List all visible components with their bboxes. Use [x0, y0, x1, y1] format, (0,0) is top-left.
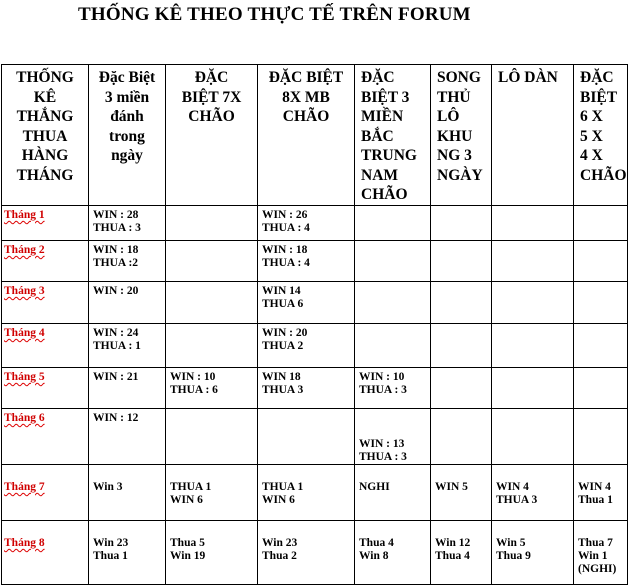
data-cell	[574, 206, 628, 241]
data-cell	[258, 409, 355, 465]
data-cell: WIN : 20 THUA 2	[258, 324, 355, 368]
data-cell: Win 12 Thua 4	[431, 521, 492, 585]
data-cell: WIN : 26 THUA : 4	[258, 206, 355, 241]
month-cell: Tháng 4	[2, 324, 89, 368]
table-row	[2, 409, 628, 465]
data-cell	[574, 241, 628, 282]
data-cell	[166, 206, 258, 241]
month-cell: Tháng 8	[2, 521, 89, 585]
month-cell: Tháng 7	[2, 465, 89, 521]
header-cell: Đặc Biệt 3 miền đánh trong ngày	[89, 65, 166, 206]
table-row	[2, 465, 628, 521]
data-cell	[166, 241, 258, 282]
data-cell: WIN 14 THUA 6	[258, 282, 355, 324]
data-cell: WIN : 21	[89, 368, 166, 409]
data-cell	[492, 241, 574, 282]
data-cell: WIN 4 Thua 1	[574, 465, 628, 521]
month-cell: Tháng 3	[2, 282, 89, 324]
data-cell	[166, 409, 258, 465]
data-cell	[166, 282, 258, 324]
header-cell: SONG THỦ LÔ KHU NG 3 NGÀY	[431, 65, 492, 206]
stats-table	[1, 64, 628, 585]
data-cell: THUA 1 WIN 6	[258, 465, 355, 521]
data-cell	[492, 368, 574, 409]
header-cell: LÔ DÀN	[492, 65, 574, 206]
data-cell	[492, 206, 574, 241]
table-row	[2, 282, 628, 324]
data-cell	[492, 409, 574, 465]
data-cell: Win 23 Thua 2	[258, 521, 355, 585]
table-row	[2, 368, 628, 409]
data-cell: WIN : 20	[89, 282, 166, 324]
table-row	[2, 206, 628, 241]
data-cell: Thua 7 Win 1 (NGHI)	[574, 521, 628, 585]
data-cell: WIN : 24 THUA : 1	[89, 324, 166, 368]
data-cell: WIN : 10 THUA : 6	[166, 368, 258, 409]
data-cell: Thua 4 Win 8	[355, 521, 431, 585]
table-row	[2, 241, 628, 282]
data-cell: Thua 5 Win 19	[166, 521, 258, 585]
table-row	[2, 324, 628, 368]
data-cell	[574, 282, 628, 324]
data-cell	[355, 206, 431, 241]
month-cell: Tháng 1	[2, 206, 89, 241]
data-cell: Win 3	[89, 465, 166, 521]
data-cell	[431, 206, 492, 241]
data-cell: WIN 18 THUA 3	[258, 368, 355, 409]
data-cell: Win 23 Thua 1	[89, 521, 166, 585]
header-cell: THỐNG KÊ THẮNG THUA HÀNG THÁNG	[2, 65, 89, 206]
data-cell	[574, 324, 628, 368]
data-cell: Win 5 Thua 9	[492, 521, 574, 585]
data-cell: WIN : 18 THUA : 4	[258, 241, 355, 282]
data-cell	[431, 368, 492, 409]
data-cell: WIN 4 THUA 3	[492, 465, 574, 521]
data-cell: NGHI	[355, 465, 431, 521]
data-cell	[355, 324, 431, 368]
data-cell: WIN : 12	[89, 409, 166, 465]
data-cell: WIN : 10 THUA : 3	[355, 368, 431, 409]
data-cell: WIN : 18 THUA :2	[89, 241, 166, 282]
page-title: THỐNG KÊ THEO THỰC TẾ TRÊN FORUM	[78, 4, 471, 25]
header-cell: ĐẶC BIỆT 6 X 5 X 4 X CHÃO	[574, 65, 628, 206]
data-cell	[431, 409, 492, 465]
table-row	[2, 521, 628, 585]
data-cell	[355, 241, 431, 282]
data-cell	[492, 282, 574, 324]
data-cell	[431, 241, 492, 282]
data-cell	[574, 409, 628, 465]
data-cell	[355, 282, 431, 324]
data-cell: WIN 5	[431, 465, 492, 521]
month-cell: Tháng 2	[2, 241, 89, 282]
data-cell: THUA 1 WIN 6	[166, 465, 258, 521]
data-cell	[166, 324, 258, 368]
data-cell: WIN : 28 THUA : 3	[89, 206, 166, 241]
header-row	[2, 65, 628, 206]
month-cell: Tháng 5	[2, 368, 89, 409]
header-cell: ĐẶC BIỆT 3 MIỀN BẮC TRUNG NAM CHÃO	[355, 65, 431, 206]
header-cell: ĐẶC BIỆT 7X CHÃO	[166, 65, 258, 206]
data-cell	[431, 282, 492, 324]
data-cell: WIN : 13 THUA : 3	[355, 409, 431, 465]
data-cell	[492, 324, 574, 368]
header-cell: ĐẶC BIỆT 8X MB CHÃO	[258, 65, 355, 206]
month-cell: Tháng 6	[2, 409, 89, 465]
data-cell	[574, 368, 628, 409]
data-cell	[431, 324, 492, 368]
